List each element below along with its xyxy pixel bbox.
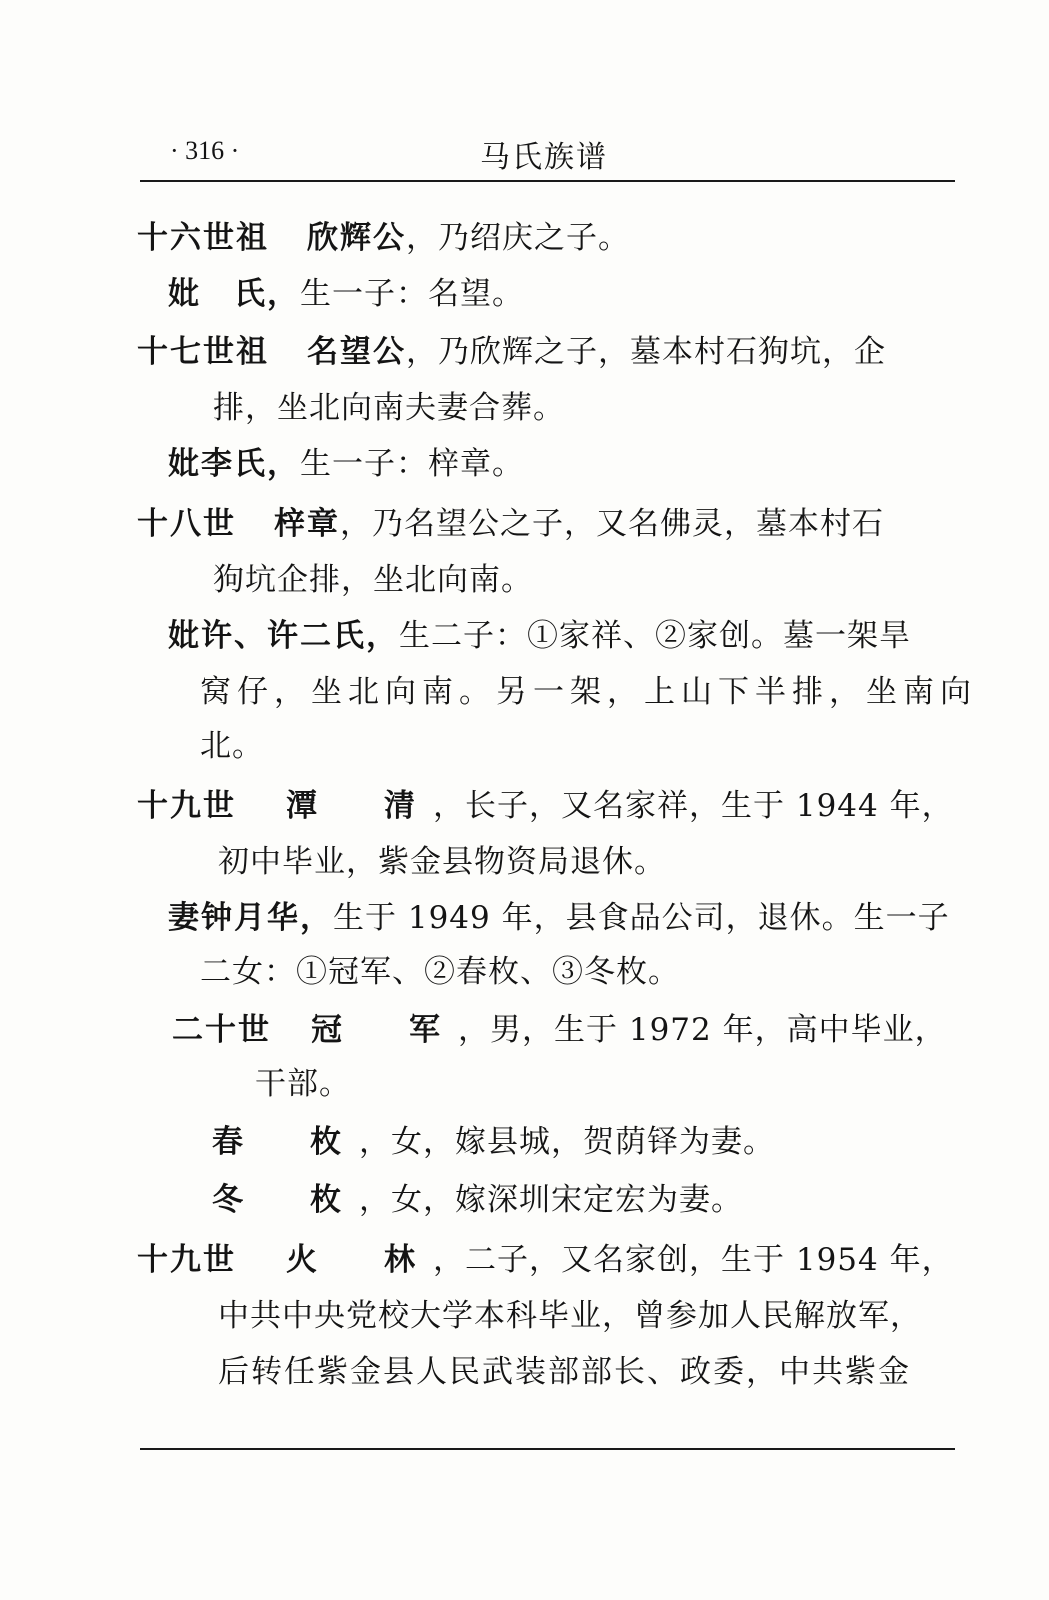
entry-text: ，女，嫁县城，贺荫铎为妻。 (359, 1124, 775, 1160)
generation-label: 二十世 (172, 1012, 271, 1048)
generation-label: 十九世 (137, 788, 236, 824)
generation-label: 十六世祖 (137, 220, 269, 256)
person-name: 冬 枚 (212, 1182, 359, 1218)
entry-text: 初中毕业，紫金县物资局退休。 (218, 844, 666, 880)
spouse-label: 妣许、许二氏， (168, 618, 399, 654)
spouse-line (168, 892, 950, 937)
page-header (140, 128, 955, 175)
person-name: 火 林 (286, 1242, 433, 1278)
book-title: 马氏族谱 (480, 140, 608, 175)
entry-text: 后转任紫金县人民武装部部长、政委，中共紫金 (218, 1354, 911, 1390)
entry-text: 窝仔，坐北向南。另一架，上山下半排，坐南向 (200, 674, 977, 710)
page-number: · 316 · (170, 136, 240, 165)
entry-text: 生一子：名望。 (300, 276, 524, 312)
person-name: 欣辉公 (307, 220, 406, 256)
entry-text: ，二子，又名家创，生于 1954 年， (433, 1242, 954, 1278)
entry-text: 排，坐北向南夫妻合葬。 (213, 390, 565, 426)
generation-label: 十八世 (137, 506, 236, 542)
entry-line (137, 498, 884, 543)
entry-text: 生二子：①家祥、②家创。墓一架旱 (399, 618, 911, 654)
person-name: 梓章 (274, 506, 340, 542)
person-name: 潭 清 (286, 788, 433, 824)
spouse-line (168, 268, 524, 313)
person-name: 冠 军 (311, 1012, 458, 1048)
entry-text: 中共中央党校大学本科毕业，曾参加人民解放军， (218, 1298, 922, 1334)
entry-line (137, 212, 630, 257)
entry-text: 北。 (200, 728, 264, 764)
entry-line (137, 326, 886, 371)
spouse-line (168, 438, 524, 483)
entry-text: 狗坑企排，坐北向南。 (213, 562, 533, 598)
entry-text: 生一子：梓章。 (300, 446, 524, 482)
entry-text: 干部。 (255, 1066, 351, 1102)
spouse-line (168, 610, 911, 655)
generation-label: 十九世 (137, 1242, 236, 1278)
generation-label: 十七世祖 (137, 334, 269, 370)
person-name: 名望公 (307, 334, 406, 370)
entry-text: 生于 1949 年，县食品公司，退休。生一子 (333, 900, 950, 936)
entry-text: ，长子，又名家祥，生于 1944 年， (433, 788, 954, 824)
entry-line (212, 1174, 743, 1219)
header-rule (140, 180, 955, 182)
entry-text: ，女，嫁深圳宋定宏为妻。 (359, 1182, 743, 1218)
spouse-label: 妻钟月华， (168, 900, 333, 936)
person-name: 春 枚 (212, 1124, 359, 1160)
entry-text: 二女：①冠军、②春枚、③冬枚。 (200, 954, 680, 990)
entry-line (212, 1116, 775, 1161)
entry-text: ，乃绍庆之子。 (406, 220, 630, 256)
entry-text: ，乃欣辉之子，墓本村石狗坑，企 (406, 334, 886, 370)
entry-line (137, 780, 954, 825)
spouse-label: 妣李氏， (168, 446, 300, 482)
entry-text: ，乃名望公之子，又名佛灵，墓本村石 (340, 506, 884, 542)
footer-rule (140, 1448, 955, 1450)
entry-line (172, 1004, 947, 1049)
entry-line (137, 1234, 954, 1279)
entry-text: ，男，生于 1972 年，高中毕业， (458, 1012, 947, 1048)
spouse-label: 妣 氏， (168, 276, 300, 312)
